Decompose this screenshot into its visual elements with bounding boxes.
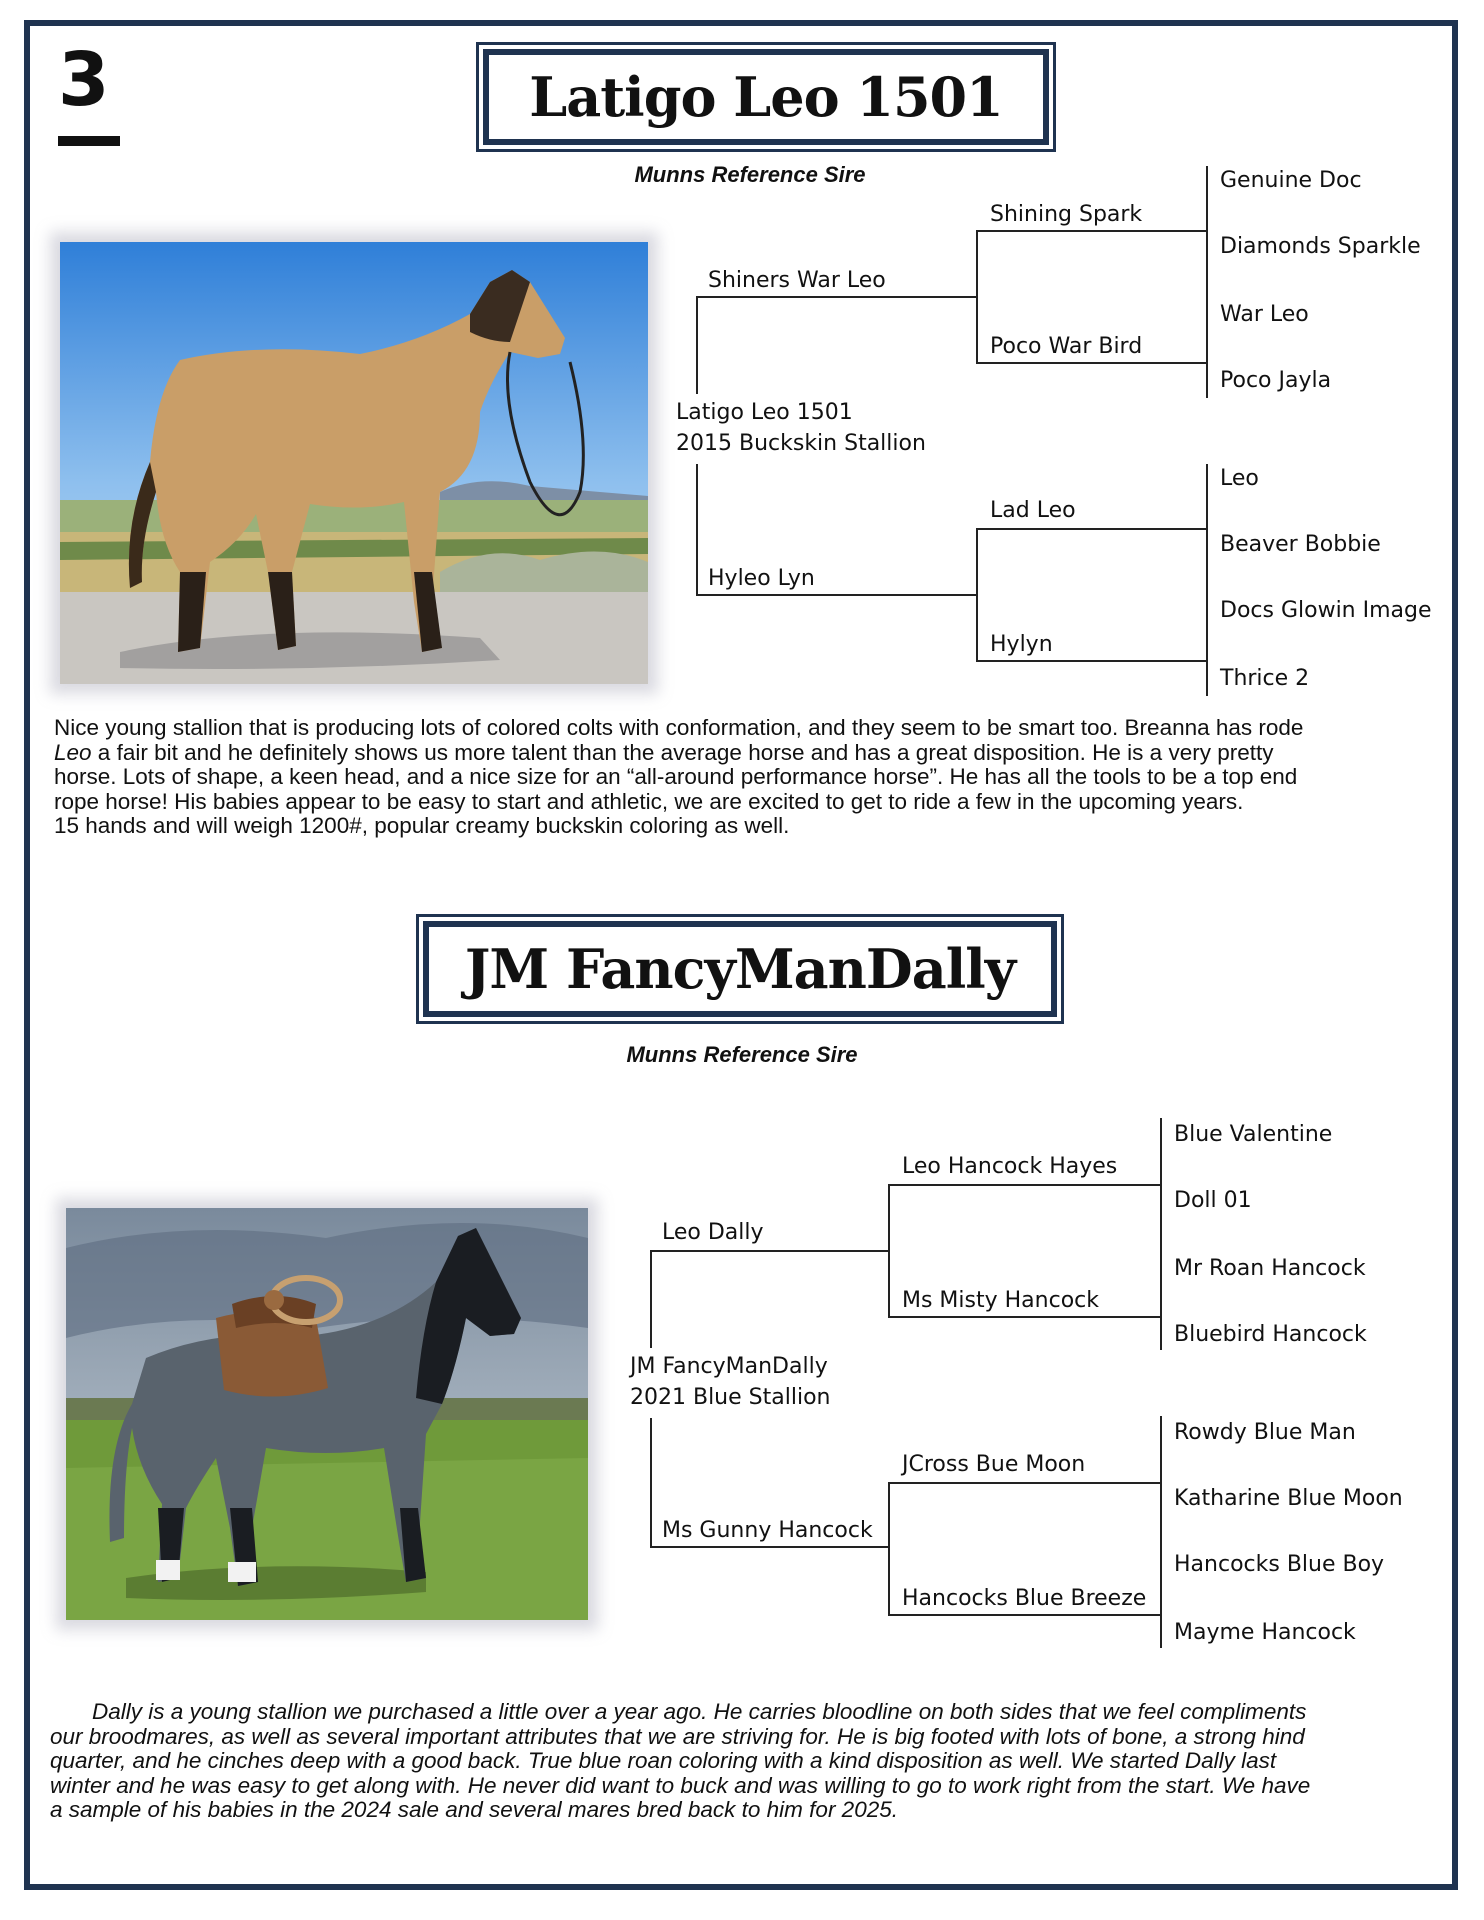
horse1-ggp-6: Beaver Bobbie <box>1220 532 1381 557</box>
horse2-ped-dam-dam: Hancocks Blue Breeze <box>902 1586 1147 1611</box>
horse2-desc-line5: a sample of his babies in the 2024 sale and several mares bred back to him for 2025. <box>50 1797 898 1822</box>
horse2-line-d-vert <box>888 1482 890 1616</box>
horse2-ggp-4: Bluebird Hancock <box>1174 1322 1367 1347</box>
horse2-ggp-2: Doll 01 <box>1174 1188 1252 1213</box>
horse2-line-sd-horiz <box>888 1316 1162 1318</box>
horse2-ped-sire-sire: Leo Hancock Hayes <box>902 1154 1118 1179</box>
horse2-ggp-8: Mayme Hancock <box>1174 1620 1356 1645</box>
horse1-ped-dam: Hyleo Lyn <box>708 566 815 591</box>
horse1-title: Latigo Leo 1501 <box>483 49 1049 145</box>
horse1-desc-line4: rope horse! His babies appear to be easy to start and athletic, we are excited to get to ride a few in the upcoming years. <box>54 788 1244 814</box>
horse1-line-gd-vert <box>1206 464 1208 696</box>
horse1-line-sire-vert <box>696 296 698 394</box>
horse2-line-sire-horiz <box>650 1250 890 1252</box>
horse2-desc-line4: winter and he was easy to get along with. He never did want to buck and was willing to go to work right from the start. We have <box>50 1772 1311 1798</box>
horse1-ggp-2: Diamonds Sparkle <box>1220 234 1421 259</box>
horse2-line-sire-vert <box>650 1250 652 1348</box>
horse2-line-gs-vert <box>1160 1118 1162 1350</box>
horse2-ggp-6: Katharine Blue Moon <box>1174 1486 1403 1511</box>
horse1-ggp-5: Leo <box>1220 466 1259 491</box>
horse1-line-d-vert <box>976 528 978 662</box>
horse1-line-gs-vert <box>1206 166 1208 398</box>
horse2-line-dam-horiz <box>650 1546 890 1548</box>
horse2-title: JM FancyManDally <box>423 921 1057 1017</box>
horse2-subject-desc: 2021 Blue Stallion <box>630 1385 831 1410</box>
horse2-ped-sire: Leo Dally <box>662 1220 764 1245</box>
horse2-photo <box>66 1208 588 1620</box>
horse1-ggp-8: Thrice 2 <box>1220 666 1310 691</box>
horse1-desc-line2-rest: a fair bit and he definitely shows us more talent than the average horse and has a great disposition. He is a very pretty <box>91 739 1274 765</box>
horse2-desc-line3: quarter, and he cinches deep with a good back. True blue roan coloring with a kind disposition as well. We started Dally last <box>50 1748 1277 1773</box>
blue-roan-horse-photo <box>66 1208 588 1620</box>
horse1-ggp-3: War Leo <box>1220 302 1309 327</box>
horse2-desc-line2: our broodmares, as well as several important attributes that we are striving for. He is big footed with lots of bone, a strong hind <box>50 1723 1305 1749</box>
lot-number: 3 <box>58 37 110 123</box>
horse1-line-s-vert <box>976 230 978 364</box>
horse2-line-dam-vert <box>650 1418 652 1548</box>
horse1-ggp-4: Poco Jayla <box>1220 368 1332 393</box>
horse2-ped-subject <box>630 1354 830 1410</box>
horse1-line-dam-horiz <box>696 594 978 596</box>
horse1-subject-name: Latigo Leo 1501 <box>676 400 853 425</box>
horse2-ped-dam-sire: JCross Bue Moon <box>902 1452 1086 1477</box>
horse1-subject-desc: 2015 Buckskin Stallion <box>676 431 926 456</box>
horse1-desc-name: Leo <box>54 739 92 765</box>
horse1-line-dd-horiz <box>976 660 1206 662</box>
horse1-ped-dam-sire: Lad Leo <box>990 498 1076 523</box>
horse1-title-box <box>476 42 1056 152</box>
horse2-line-gd-vert <box>1160 1416 1162 1648</box>
horse1-line-sire-horiz <box>696 296 978 298</box>
horse2-subject-name: JM FancyManDally <box>630 1354 828 1379</box>
horse2-line-ss-horiz <box>888 1184 1162 1186</box>
horse2-ggp-3: Mr Roan Hancock <box>1174 1256 1366 1281</box>
horse2-ggp-1: Blue Valentine <box>1174 1122 1333 1147</box>
horse2-title-box <box>416 914 1064 1024</box>
horse2-ped-dam: Ms Gunny Hancock <box>662 1518 873 1543</box>
horse1-line-ss-horiz <box>976 230 1206 232</box>
horse1-desc-line3: horse. Lots of shape, a keen head, and a nice size for an “all-around performance horse”. He has all the tools to be a top end <box>54 764 1298 789</box>
horse2-ggp-5: Rowdy Blue Man <box>1174 1420 1356 1445</box>
horse1-desc-line2 <box>54 741 1454 766</box>
horse1-ped-dam-dam: Hylyn <box>990 632 1053 657</box>
horse1-ped-sire: Shiners War Leo <box>708 268 886 293</box>
horse2-ped-sire-dam: Ms Misty Hancock <box>902 1288 1099 1313</box>
horse1-line-dam-vert <box>696 464 698 594</box>
horse1-ped-subject <box>676 400 926 456</box>
horse1-subtitle: Munns Reference Sire <box>634 162 866 187</box>
horse1-photo <box>60 242 648 684</box>
horse1-ggp-7: Docs Glowin Image <box>1220 598 1432 623</box>
horse2-line-dd-horiz <box>888 1614 1162 1616</box>
horse1-line-sd-horiz <box>976 362 1206 364</box>
lot-number-underline <box>58 136 120 146</box>
horse2-desc-line1: Dally is a young stallion we purchased a little over a year ago. He carries bloodline on both sides that we feel compliments <box>92 1699 1307 1724</box>
horse2-line-s-vert <box>888 1184 890 1318</box>
horse1-ped-sire-sire: Shining Spark <box>990 202 1143 227</box>
buckskin-horse-photo <box>60 242 648 684</box>
horse2-line-ds-horiz <box>888 1482 1162 1484</box>
horse1-desc-line1: Nice young stallion that is producing lots of colored colts with conformation, and they seem to be smart too. Breanna has rode <box>54 715 1304 740</box>
horse1-desc-line5: 15 hands and will weigh 1200#, popular creamy buckskin coloring as well. <box>54 813 790 838</box>
horse1-ped-sire-dam: Poco War Bird <box>990 334 1143 359</box>
horse2-description <box>50 1700 1454 1823</box>
horse2-ggp-7: Hancocks Blue Boy <box>1174 1552 1385 1577</box>
horse1-description <box>54 716 1454 839</box>
horse1-ggp-1: Genuine Doc <box>1220 168 1362 193</box>
horse1-line-ds-horiz <box>976 528 1206 530</box>
horse2-subtitle: Munns Reference Sire <box>626 1042 858 1067</box>
